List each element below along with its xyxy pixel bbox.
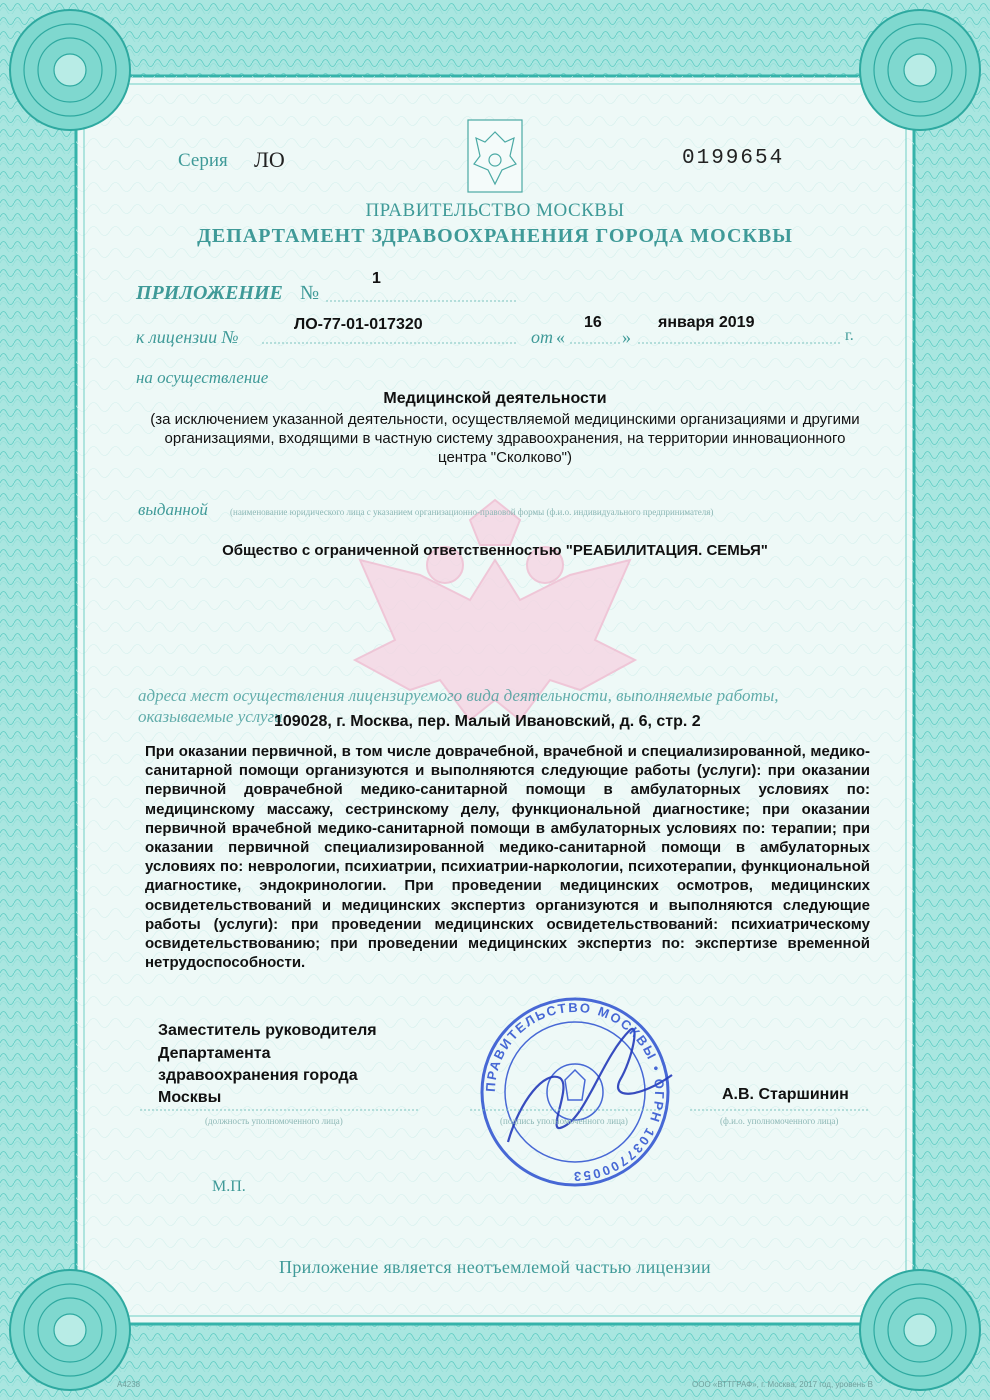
stamp-place-label: М.П. — [212, 1178, 246, 1195]
svg-text:ПРАВИТЕЛЬСТВО МОСКВЫ • ОГРН 10 — [483, 1000, 667, 1184]
works-text: При оказании первичной, в том числе доврачебной, врачебной и специализированной, медико-санитарной помощи организуются и выполняются следующие работы (услуги): при оказании первичной доврачебной медико-санитарной помощи в амбулаторных условиях по: медицинскому массажу, сестринскому делу, функциональной диагностике; при оказании первичной врачебной медико-санитарной помощи в амбулаторных условиях по: терапии; при оказании первичной специализированной медико-санитарной помощи в амбулаторных условиях по: неврологии, психиатрии, психиатрии-наркологии, психотерапии, функциональной диагностике, эндокринологии. При проведении медицинских осмотров, медицинских освидетельствований и медицинских экспертиз организуются и выполняются следующие работы (услуги): при проведении медицинских освидетельствований: психиатрическому освидетельствованию; при проведении медицинских экспертиз по: экспертизе временной нетрудоспособности. — [145, 743, 870, 972]
year-suffix: г. — [845, 327, 854, 344]
signer-position-line4: Москвы — [158, 1089, 222, 1106]
license-number: ЛО-77-01-017320 — [294, 316, 423, 333]
quote-open: « — [556, 327, 565, 347]
series-value: ЛО — [254, 147, 285, 172]
activity-note: (за исключением указанной деятельности, осуществляемой медицинскими организациями и другими организациями, входящими в частную систему здравоохранения, на территории инновационного центра "Сколково") — [150, 411, 860, 466]
corner-rosette-top-left — [10, 10, 130, 130]
printer-code: А4238 — [117, 1380, 141, 1389]
series-label: Серия — [178, 150, 228, 171]
issued-label: выданной — [138, 500, 208, 519]
address-value: 109028, г. Москва, пер. Малый Ивановский, д. 6, стр. 2 — [274, 713, 701, 730]
appendix-no-sign: № — [300, 282, 320, 304]
address-label-line2: оказываемые услуги — [138, 707, 283, 726]
caption-name: (ф.и.о. уполномоченного лица) — [720, 1116, 839, 1126]
quote-close: » — [622, 327, 631, 347]
printer-imprint: ООО «ВТТГРАФ», г. Москва, 2017 год, уровень В — [692, 1380, 873, 1389]
signer-name: А.В. Старшинин — [722, 1086, 849, 1103]
signer-position-line3: здравоохранения города — [158, 1067, 358, 1084]
signer-position-line1: Заместитель руководителя — [158, 1022, 377, 1039]
stamp-text-ring — [482, 999, 668, 1185]
corner-rosette-bottom-right — [860, 1270, 980, 1390]
organization-name: Общество с ограниченной ответственностью "РЕАБИЛИТАЦИЯ. СЕМЬЯ" — [222, 542, 768, 559]
license-month-year: января 2019 — [658, 314, 755, 331]
address-label-line1: адреса мест осуществления лицензируемого вида деятельности, выполняемые работы, — [138, 686, 779, 705]
license-from-label: от — [531, 327, 553, 347]
department-title: ДЕПАРТАМЕНТ ЗДРАВООХРАНЕНИЯ ГОРОДА МОСКВЫ — [197, 225, 793, 247]
caption-position: (должность уполномоченного лица) — [205, 1116, 343, 1126]
footer-note: Приложение является неотъемлемой частью лицензии — [279, 1257, 711, 1277]
stamp-text: ПРАВИТЕЛЬСТВО МОСКВЫ • ОГРН 1037700053 — [482, 999, 668, 1185]
corner-rosette-bottom-left — [10, 1270, 130, 1390]
issued-caption: (наименование юридического лица с указанием организационно-правовой формы (ф.и.о. индивидуального предпринимателя) — [230, 507, 714, 517]
blank-number: 0199654 — [682, 147, 785, 170]
corner-rosette-top-right — [860, 10, 980, 130]
license-day: 16 — [584, 314, 602, 331]
coat-of-arms-icon — [468, 120, 522, 192]
activity-title: Медицинской деятельности — [383, 390, 607, 407]
license-label: к лицензии № — [136, 327, 239, 347]
activity-label: на осуществление — [136, 368, 269, 387]
appendix-number: 1 — [372, 270, 381, 287]
government-title: ПРАВИТЕЛЬСТВО МОСКВЫ — [365, 200, 625, 221]
caption-signature: (подпись уполномоченного лица) — [500, 1116, 628, 1126]
appendix-label: ПРИЛОЖЕНИЕ — [136, 282, 283, 304]
signer-position-line2: Департамента — [158, 1045, 271, 1062]
